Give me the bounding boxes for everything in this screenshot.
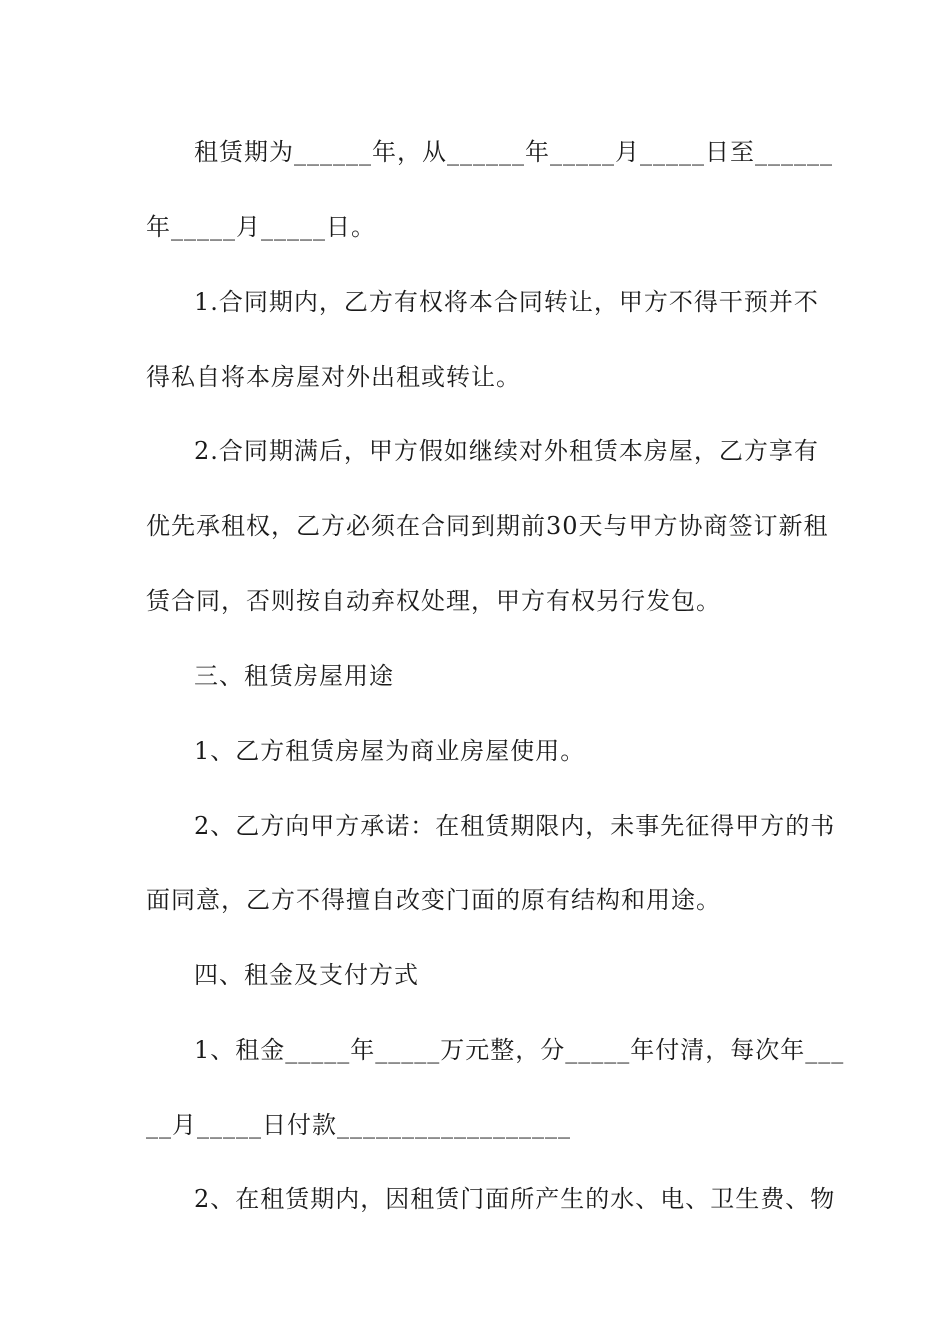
text-line: 1、租金_____年_____万元整，分_____年付清，每次年___ — [194, 1036, 845, 1064]
text-line: 优先承租权，乙方必须在合同到期前30天与甲方协商签订新租 — [146, 512, 829, 540]
text-line: __月_____日付款__________________ — [146, 1111, 571, 1139]
text-line: 赁合同，否则按自动弃权处理，甲方有权另行发包。 — [146, 587, 721, 615]
text-line: 1、乙方租赁房屋为商业房屋使用。 — [194, 737, 586, 765]
text-line: 1.合同期内，乙方有权将本合同转让，甲方不得干预并不 — [194, 288, 819, 316]
text-line: 面同意，乙方不得擅自改变门面的原有结构和用途。 — [146, 886, 721, 914]
text-line: 2、乙方向甲方承诺：在租赁期限内，未事先征得甲方的书 — [194, 812, 836, 840]
text-line: 年_____月_____日。 — [146, 213, 376, 241]
section-heading: 四、租金及支付方式 — [194, 961, 419, 989]
text-line: 租赁期为______年，从______年_____月_____日至______ — [194, 138, 833, 166]
text-line: 得私自将本房屋对外出租或转让。 — [146, 363, 521, 391]
text-line: 2.合同期满后，甲方假如继续对外租赁本房屋，乙方享有 — [194, 437, 819, 465]
section-heading: 三、租赁房屋用途 — [194, 662, 394, 690]
text-line: 2、在租赁期内，因租赁门面所产生的水、电、卫生费、物 — [194, 1185, 836, 1213]
